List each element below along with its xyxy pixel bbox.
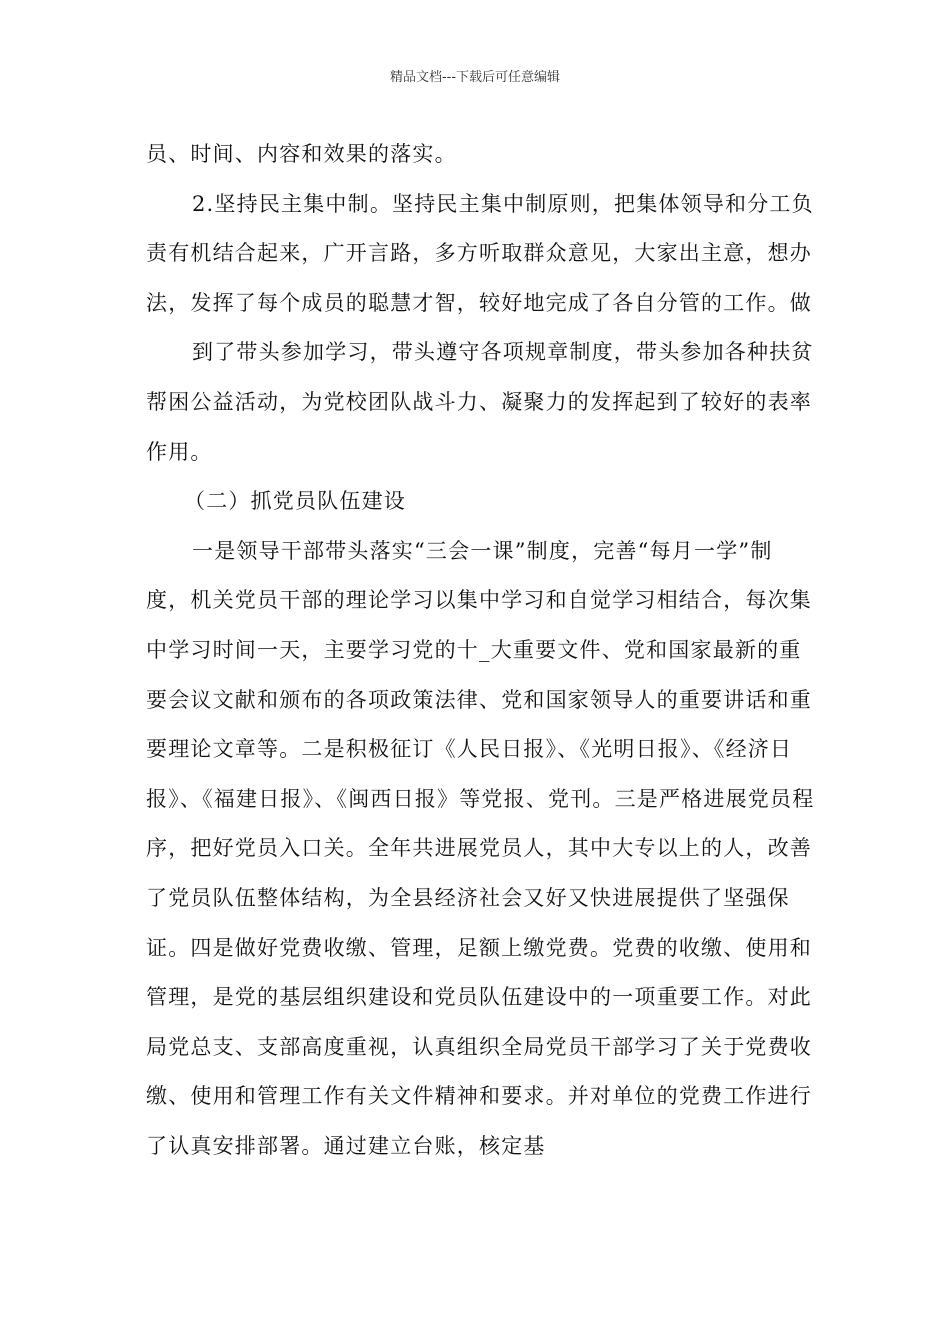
page-header: 精品文档---下载后可任意编辑: [389, 70, 561, 85]
section-heading: （二）抓党员队伍建设: [184, 489, 406, 514]
document-body: [146, 130, 816, 1171]
paragraph-2: 2.坚持民主集中制。坚持民主集中制原则，把集体领导和分工负责有机结合起来，广开言路，多方听取群众意见，大家出主意，想办法，发挥了每个成员的聪慧才智，较好地完成了各自分管的工作。做: [146, 191, 814, 315]
paragraph-3: 到了带头参加学习，带头遵守各项规章制度，带头参加各种扶贫帮困公益活动，为党校团队战斗力、凝聚力的发挥起到了较好的表率作用。: [146, 340, 814, 464]
paragraph-1: 员、时间、内容和效果的落实。: [146, 142, 457, 166]
paragraph-4: 一是领导干部带头落实“三会一课”制度，完善“每月一学”制度，机关党员干部的理论学习以集中学习和自觉学习相结合，每次集中学习时间一天，主要学习党的十_大重要文件、党和国家最新的重要会议文献和颁布的各项政策法律、党和国家领导人的重要讲话和重要理论文章等。二是积极征订《人民日报》、《光明日报》、《经济日报》、《福建日报》、《闽西日报》等党报、党刊。三是严格进展党员程序，把好党员入口关。全年共进展党员人，其中大专以上的人，改善了党员队伍整体结构，为全县经济社会又好又快进展提供了坚强保证。四是做好党费收缴、管理，足额上缴党费。党费的收缴、使用和管理，是党的基层组织建设和党员队伍建设中的一项重要工作。对此局党总支、支部高度重视，认真组织全局党员干部学习了关于党费收缴、使用和管理工作有关文件精神和要求。并对单位的党费工作进行了认真安排部署。通过建立台账，核定基: [146, 538, 815, 1158]
